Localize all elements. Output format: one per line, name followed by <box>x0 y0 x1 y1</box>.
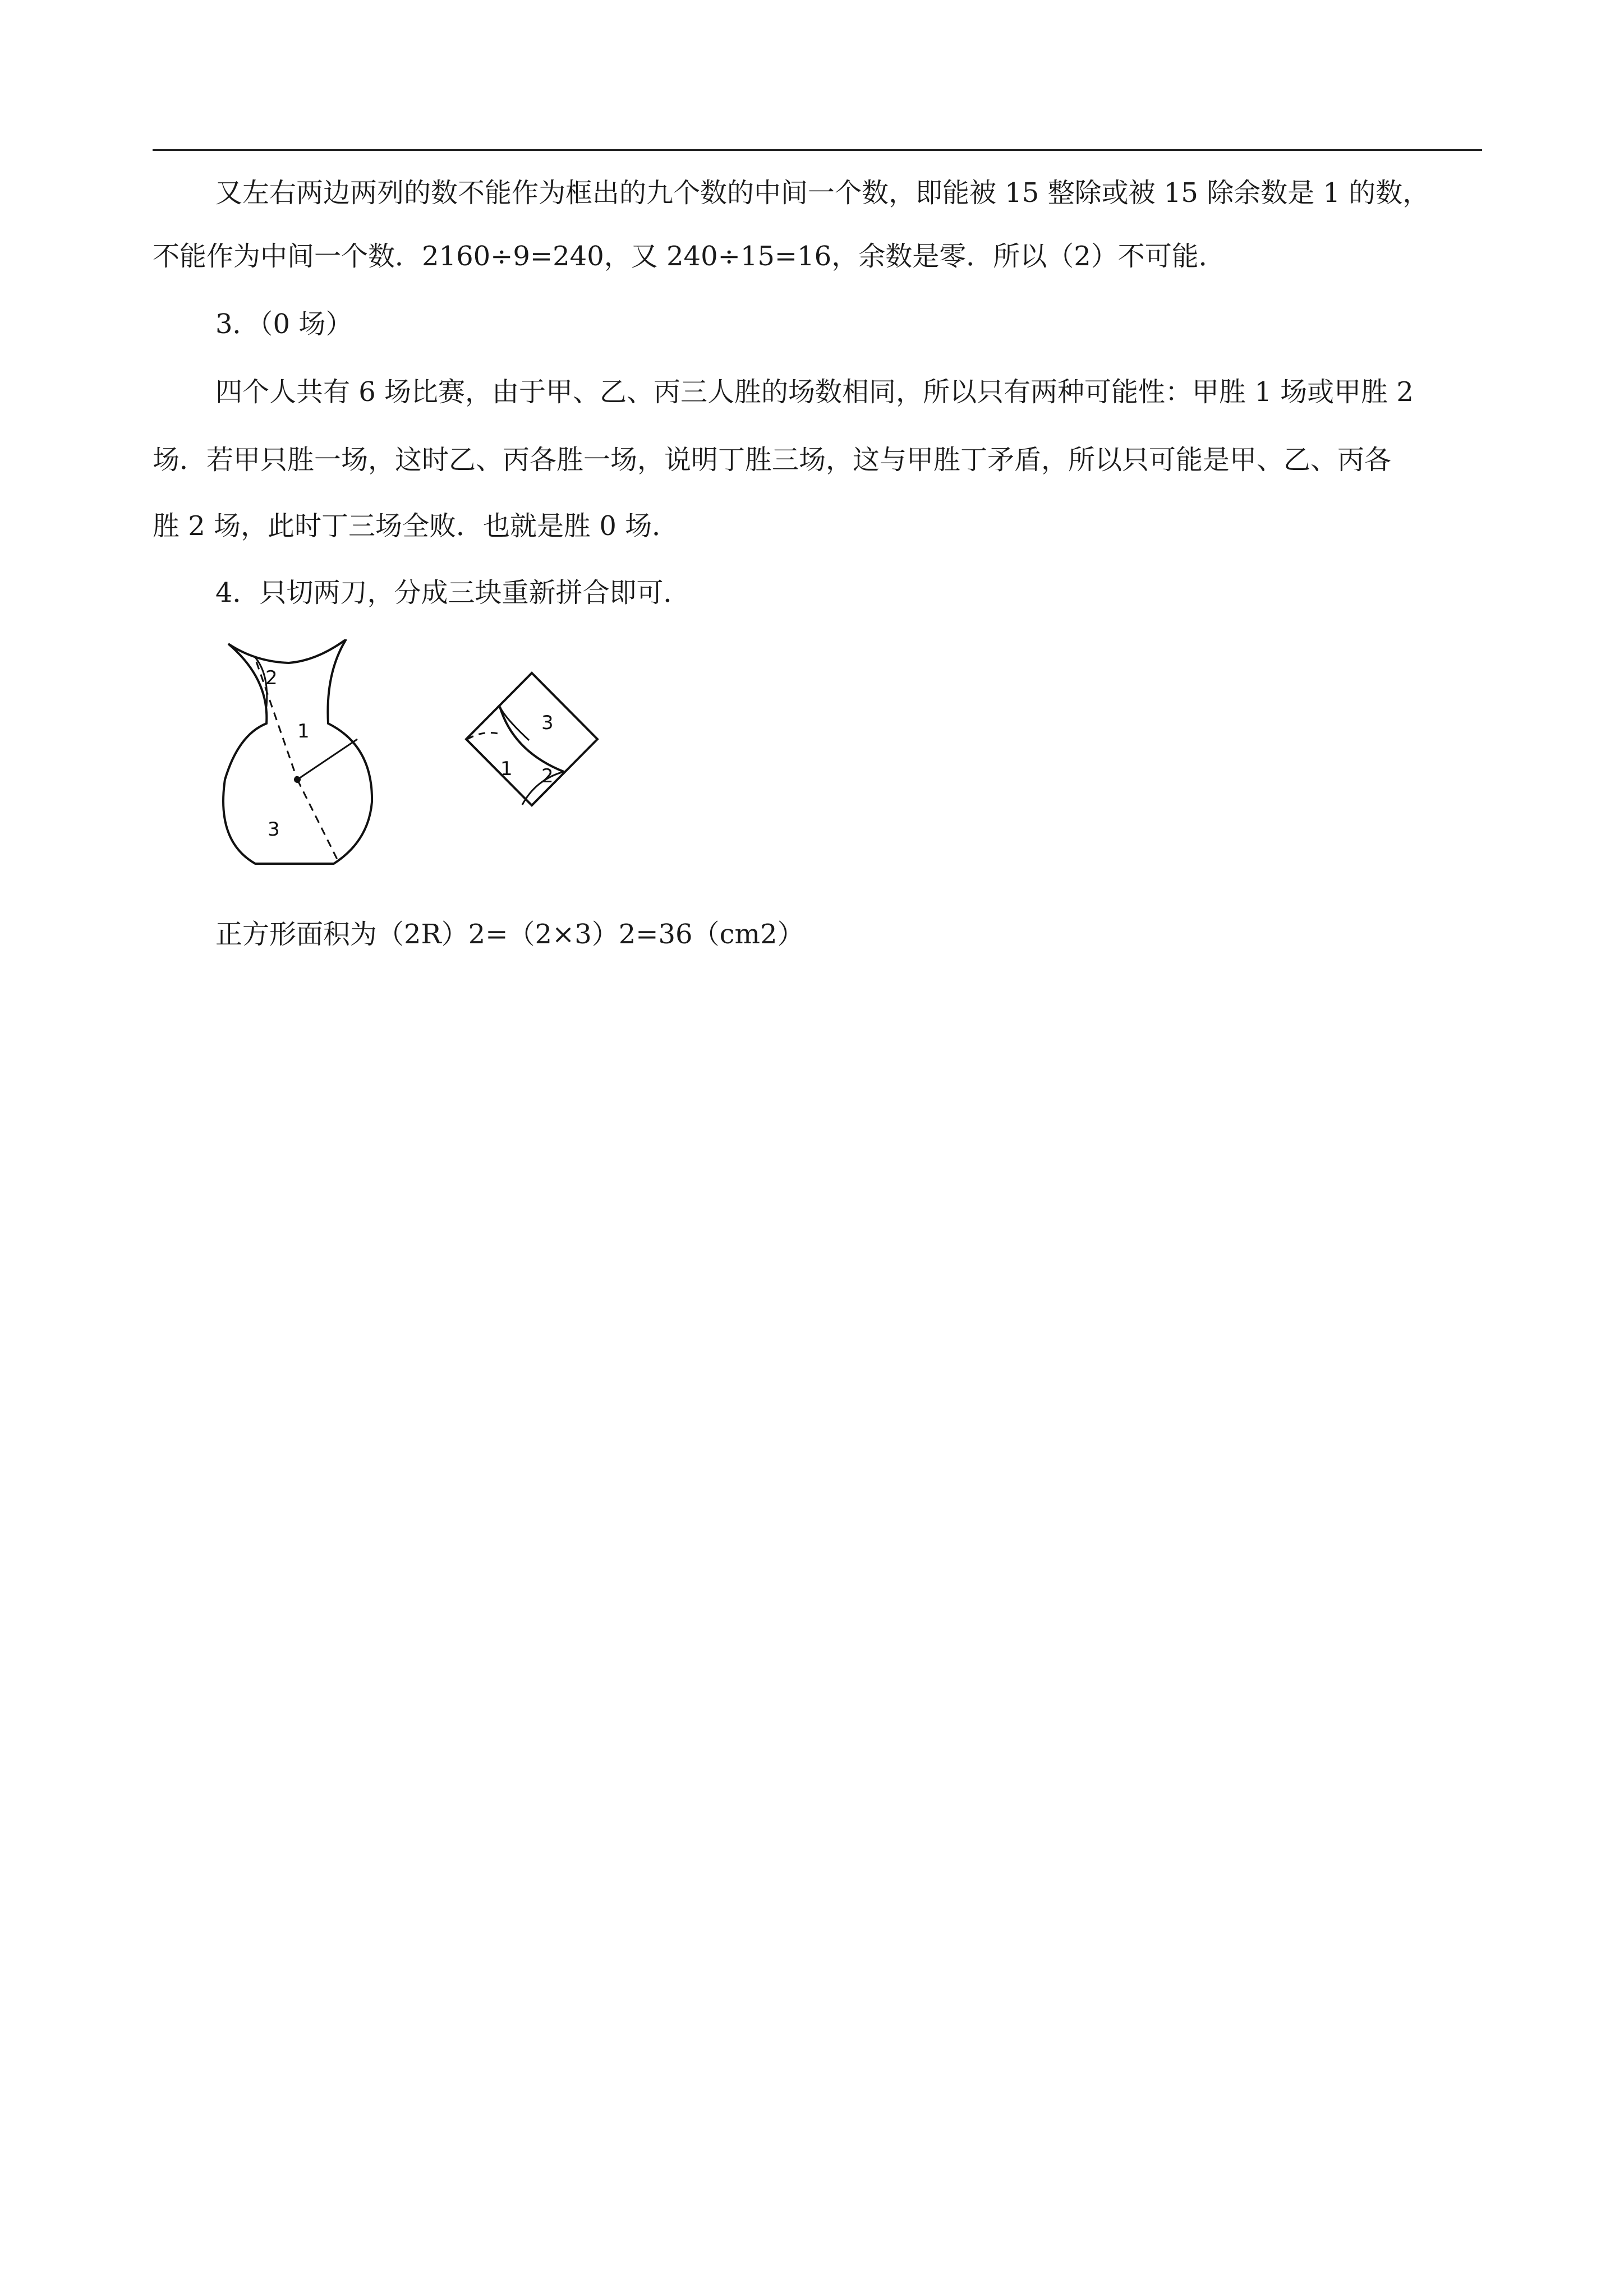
cut-and-rearrange-figure <box>222 639 625 880</box>
paragraph-line: 场．若甲只胜一场，这时乙、丙各胜一场，说明丁胜三场，这与甲胜丁矛盾，所以只可能是甲、乙、丙各 <box>153 444 1392 476</box>
square-diagram <box>466 673 597 805</box>
area-formula: 正方形面积为（2R）2=（2×3）2=36（cm2） <box>215 919 804 950</box>
square-label-2: 2 <box>541 765 554 787</box>
square-label-3: 3 <box>541 712 554 734</box>
square-label-1: 1 <box>500 758 513 780</box>
item-3-heading: 3．（0 场） <box>215 308 353 340</box>
vase-label-2: 2 <box>265 667 278 689</box>
vase-label-1: 1 <box>297 720 310 743</box>
paragraph-line: 四个人共有 6 场比赛，由于甲、乙、丙三人胜的场数相同，所以只有两种可能性：甲胜 1 场或甲胜 2 <box>215 376 1414 408</box>
vase-diagram <box>223 639 372 864</box>
header-rule <box>153 149 1482 151</box>
paragraph-line: 不能作为中间一个数．2160÷9=240，又 240÷15=16，余数是零．所以（2）不可能． <box>153 241 1226 272</box>
paragraph-line: 胜 2 场，此时丁三场全败．也就是胜 0 场． <box>153 510 679 542</box>
vase-label-3: 3 <box>268 818 280 841</box>
item-4-heading: 4．只切两刀，分成三块重新拼合即可． <box>215 577 691 608</box>
paragraph-line: 又左右两边两列的数不能作为框出的九个数的中间一个数，即能被 15 整除或被 15 除余数是 1 的数， <box>215 177 1430 209</box>
